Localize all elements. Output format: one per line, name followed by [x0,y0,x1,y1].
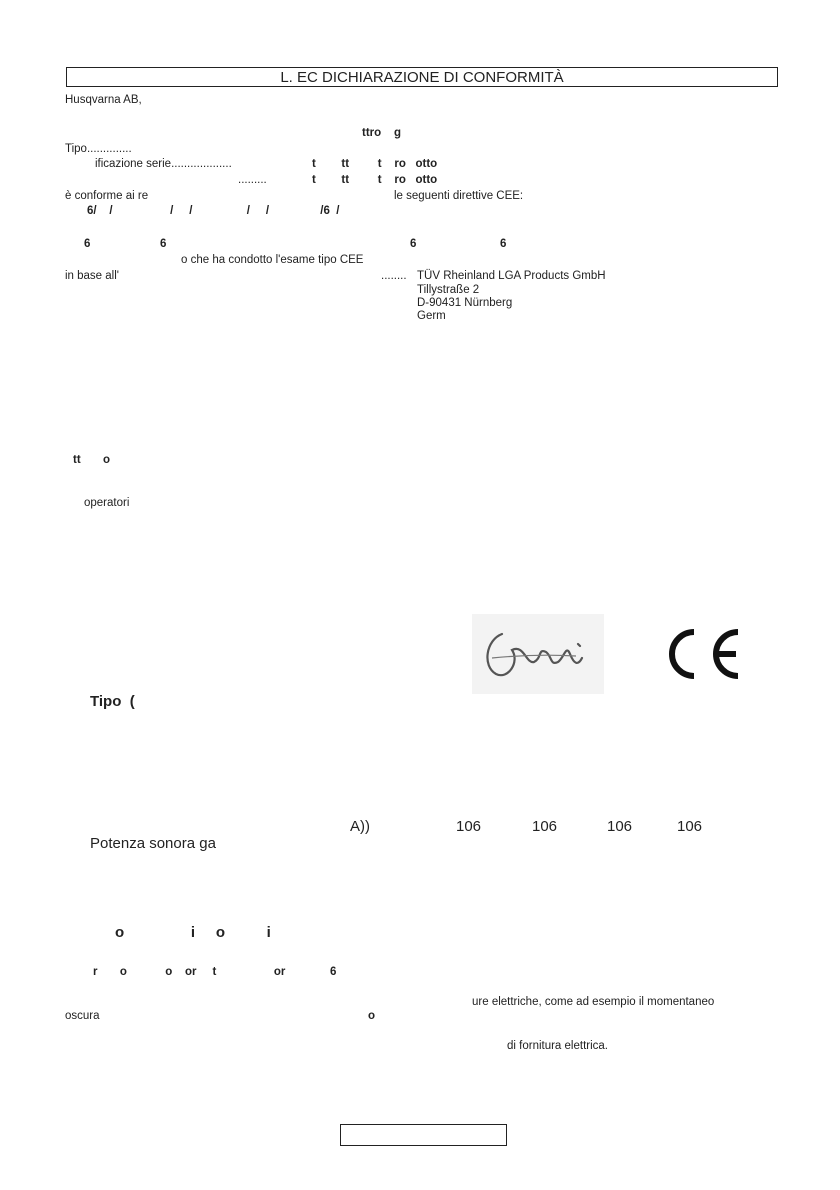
sound-value-4: 106 [677,818,703,835]
fragment-oioi: o i o i [115,924,271,941]
electrical-disturbance-text: ure elettriche, come ad esempio il momentaneo [472,996,715,1008]
address-line-1: TÜV Rheinland LGA Products GmbH [417,270,606,282]
dots-right-fragment: t tt t ro otto [312,174,438,186]
declaration-title [66,67,778,87]
sound-unit: A)) [350,818,370,835]
signature-image [472,614,604,694]
company-name: Husqvarna AB, [65,94,142,106]
conformity-left: è conforme ai re [65,190,149,202]
sound-value-2: 106 [532,818,558,835]
norm-fragment-2: 6 [160,238,167,250]
footer-box [340,1124,507,1146]
norm-fragment-1: 6 [84,238,91,250]
oscura-text: oscura [65,1010,100,1022]
product-fragment: ttro g [362,127,401,139]
operators-text: operatori [84,497,130,509]
based-on-left: in base all' [65,270,119,282]
norm-fragment-3: 6 [410,238,417,250]
declaration-title-text: L. EC DICHIARAZIONE DI CONFORMITÀ [280,68,564,86]
tipo-line: Tipo.............. [65,143,132,155]
directives-line: 6/ / / / / / /6 / [87,205,340,217]
tipo-header: Tipo ( [90,693,135,710]
ce-mark-icon [664,626,742,682]
based-on-dots: ........ [381,270,407,282]
dots-line: ......... [238,174,267,186]
address-line-4: Germ [417,310,446,322]
address-line-2: Tillystraße 2 [417,284,480,296]
serial-right-fragment: t tt t ro otto [312,158,438,170]
serial-line: ificazione serie................... [95,158,232,170]
conformity-right: le seguenti direttive CEE: [394,190,524,202]
sound-value-1: 106 [456,818,482,835]
norm-fragment-4: 6 [500,238,507,250]
power-supply-text: di fornitura elettrica. [507,1040,608,1052]
notified-body-text: o che ha condotto l'esame tipo CEE [181,254,364,266]
sound-value-3: 106 [607,818,633,835]
guaranteed-sound-power: Potenza sonora ga [90,835,216,852]
fragment-o: o [368,1010,376,1022]
fragment-tto: tt o [73,454,111,466]
address-line-3: D-90431 Nürnberg [417,297,513,309]
fragment-roort: r o o or t or 6 [93,966,337,978]
